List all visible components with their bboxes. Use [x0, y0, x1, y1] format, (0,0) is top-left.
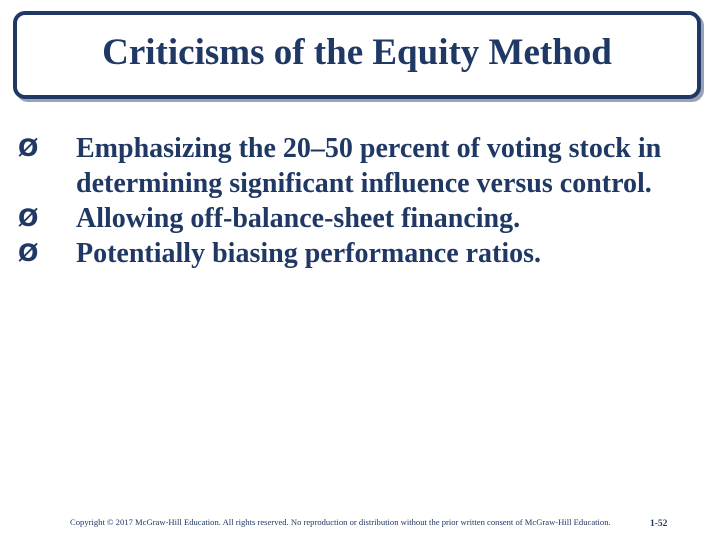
- arrow-bullet-icon: Ø: [18, 239, 39, 267]
- bullet-item-1: [18, 131, 678, 201]
- copyright-footer: Copyright © 2017 McGraw-Hill Education. All rights reserved. No reproduction or distribution without the prior written consent of McGraw-Hill Education.: [70, 517, 611, 527]
- bullet-item-2: [18, 201, 678, 236]
- bullet-text-2: Allowing off-balance-sheet financing.: [76, 203, 521, 234]
- bullet-item-3: [18, 236, 678, 271]
- arrow-bullet-icon: Ø: [18, 134, 39, 162]
- page-number: 1-52: [650, 519, 668, 529]
- bullet-list: [18, 131, 678, 271]
- bullet-text-1: Emphasizing the 20–50 percent of voting stock in determining significant influence versus control.: [76, 133, 662, 199]
- arrow-bullet-icon: Ø: [18, 204, 39, 232]
- bullet-text-3: Potentially biasing performance ratios.: [76, 238, 542, 269]
- title-box: [13, 11, 701, 99]
- slide-title: Criticisms of the Equity Method: [102, 31, 612, 73]
